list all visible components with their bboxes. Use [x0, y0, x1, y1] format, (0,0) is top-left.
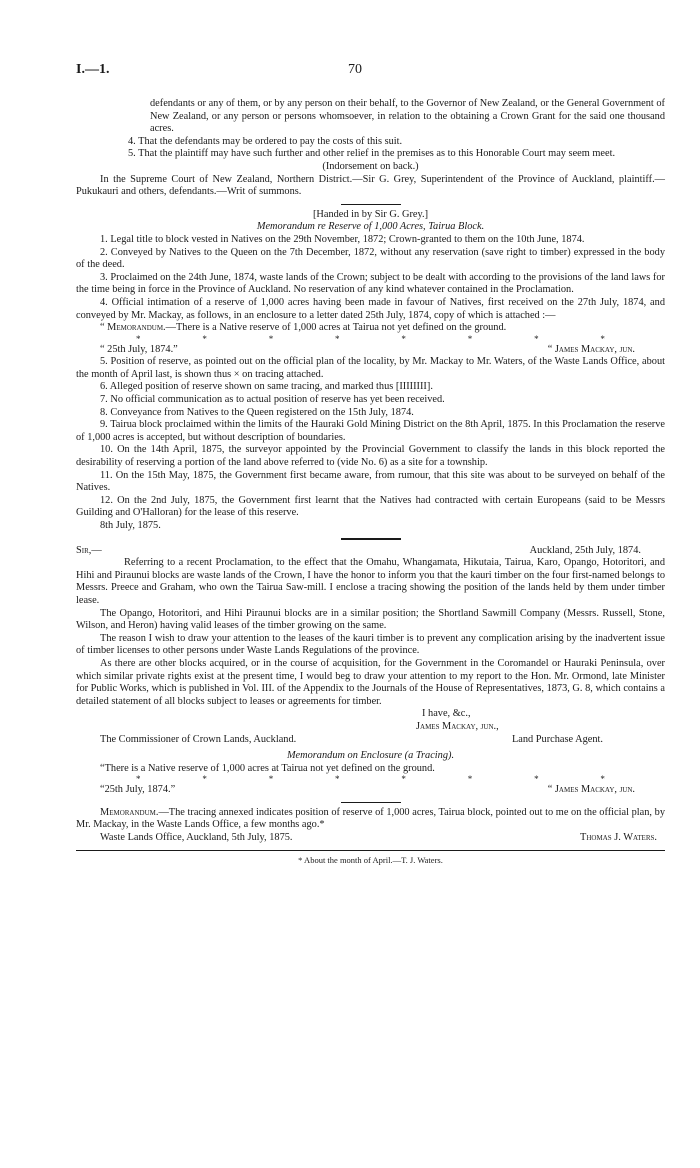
final-memo-label: Memorandum.: [100, 806, 159, 818]
memo-item-12: 12. On the 2nd July, 1875, the Government first learnt that the Natives had contracted with certain Europeans (said to be Messrs Guilding and O'Halloran) for the lease of this reserve.: [76, 494, 665, 519]
document-reference: I.—1.: [76, 62, 110, 77]
memo-item-1: 1. Legal title to block vested in Natives on the 29th November, 1872; Crown-granted to them on the 10th June, 1874.: [100, 233, 585, 245]
letter-closing: I have, &c.,: [422, 708, 471, 720]
memo-title: Memorandum re Reserve of 1,000 Acres, Tairua Block.: [256, 221, 485, 233]
letter-para-4: As there are other blocks acquired, or in the course of acquisition, for the Government in the Coromandel or Hauraki Peninsula, over which similar private rights exist at the present time, I would beg to draw your attention to my report to the Hon. Mr. Ormond, late Minister for Public Works, which is published in Vol. III. of the Appendix to the Journals of the House of Representatives, 1873, G. 8, which contains a detailed statement of all blocks subject to leases or agreements for timber.: [76, 657, 665, 707]
handed-in-note: [Handed in by Sir G. Grey.]: [312, 208, 429, 220]
footnote: * About the month of April.—T. J. Waters.: [298, 854, 443, 865]
section-divider: [341, 802, 401, 803]
letter-salutation: Sir,—: [76, 544, 102, 556]
memo-item-7: 7. No official communication as to actual position of reserve has yet been received.: [100, 394, 445, 406]
memo-quote-footer: [76, 344, 665, 357]
memo-quote-date: “ 25th July, 1874.”: [100, 343, 178, 355]
final-memo-signer: Thomas J. Waters.: [580, 832, 657, 844]
letter-para-3: The reason I wish to draw your attention to the leases of the kauri timber is to prevent any complication arising by the inadvertent issue of timber licenses to other persons under Waste Lands Regulations of the province.: [76, 632, 665, 657]
memo-quote-label: “ Memorandum.: [100, 322, 166, 334]
final-memo-office: Waste Lands Office, Auckland, 5th July, 1875.: [100, 832, 293, 844]
final-memo-footer: [76, 832, 665, 845]
letter-footer: [76, 734, 665, 747]
ellipsis-stars: * * * * * * * *: [136, 333, 605, 344]
letter-para-2: The Opango, Hotoritori, and Hihi Piraunui blocks are in a similar position; the Shortland Sawmill Company (Messrs. Russell, Stone, Wilson, and Heron) having valid leases of the timber growing on the same.: [76, 607, 665, 632]
enclosure-footer: [76, 784, 665, 797]
indorsement-heading: (Indorsement on back.): [322, 160, 419, 172]
enclosure-signature: “ James Mackay, jun.: [547, 784, 635, 796]
memo-quote: [76, 322, 665, 335]
memo-item-10: 10. On the 14th April, 1875, the surveyor appointed by the Provincial Government to classify the lands in this block reported the desirability of reserving a portion of the land above referred to (vide No. 6) as a site for a township.: [76, 444, 665, 469]
memo-date: 8th July, 1875.: [100, 520, 161, 531]
memo-item-9: 9. Tairua block proclaimed within the limits of the Hauraki Gold Mining District on the 8th April, 1875. In this Proclamation the reserve of 1,000 acres is accepted, but without description of boundaries.: [76, 419, 665, 443]
claim-item-5: 5. That the plaintiff may have such further and other relief in the premises as to this Honorable Court may seem meet.: [128, 148, 616, 160]
letter-place-date: Auckland, 25th July, 1874.: [529, 544, 641, 556]
letter-signer-title: Land Purchase Agent.: [511, 733, 603, 745]
memo-item-11: 11. On the 15th May, 1875, the Government first became aware, from rumour, that this site was about to be surveyed on behalf of the Natives.: [76, 469, 665, 494]
letter-para-1: Referring to a recent Proclamation, to the effect that the Omahu, Whangamata, Hikutaia, Tairua, Karo, Opango, Hotoritori, and Hihi and Piraunui blocks are waste lands of the Crown, I have the honor to inform you that the kauri timber on the four first-named belongs to Messrs. Preece and Graham, who own the Tairua Saw-mill. I enclose a tracing showing the position of the lands held by them under timber lease.: [76, 557, 665, 606]
court-caption: In the Supreme Court of New Zealand, Northern District.—Sir G. Grey, Superintendent of the Province of Auckland, plaintiff.—Pukukauri and others, defendants.—Writ of summons.: [76, 173, 665, 198]
claim-continuation: defendants or any of them, or by any person on their behalf, to the Governor of New Zealand, or the General Government of New Zealand, or any person or persons whomsoever, in relation to the obtaining a Crown Grant for the said one thousand acres.: [150, 98, 666, 135]
letter-heading: [76, 545, 665, 558]
claim-item-4: 4. That the defendants may be ordered to pay the costs of this suit.: [128, 135, 403, 147]
ellipsis-stars: * * * * * * * *: [136, 774, 605, 785]
footnote-divider: [76, 850, 665, 851]
letter-signer: James Mackay, jun.,: [416, 720, 499, 732]
enclosure-text: “There is a Native reserve of 1,000 acres at Tairua not yet defined on the ground.: [100, 762, 435, 774]
memo-item-8: 8. Conveyance from Natives to the Queen registered on the 15th July, 1874.: [100, 406, 414, 418]
memo-quote-signature: “ James Mackay, jun.: [547, 343, 635, 355]
enclosure-title: Memorandum on Enclosure (a Tracing).: [286, 750, 455, 762]
section-divider: [341, 204, 401, 205]
final-memo: [76, 807, 665, 832]
memo-item-5: 5. Position of reserve, as pointed out on the official plan of the locality, by Mr. Mackay to Mr. Waters, of the Waste Lands Office, about the month of April last, is shown thus × on tracing attached.: [76, 356, 665, 380]
page-header: [76, 62, 665, 82]
enclosure-date: “25th July, 1874.”: [100, 784, 176, 796]
memo-item-3: 3. Proclaimed on the 24th June, 1874, waste lands of the Crown; subject to be dealt with according to the provisions of the land laws for the time being in force in the Province of Auckland. No reservation of any kind whatever contained in the Proclamation.: [76, 271, 665, 296]
memo-item-4: 4. Official intimation of a reserve of 1,000 acres having been made in favour of Natives, first received on the 27th July, 1874, and conveyed by Mr. Mackay, as follows, in an enclosure to a letter dated 25th July, 1874, copy of which is attached :—: [76, 296, 665, 321]
memo-item-2: 2. Conveyed by Natives to the Queen on the 7th December, 1872, without any reservation (save right to timber) expressed in the body of the deed.: [76, 246, 665, 271]
page-number: 70: [348, 62, 362, 77]
letter-addressee: The Commissioner of Crown Lands, Auckland.: [100, 733, 297, 745]
section-divider: [341, 538, 401, 540]
memo-item-6: 6. Alleged position of reserve shown on same tracing, and marked thus [IIIIIIII].: [100, 381, 433, 393]
memo-quote-text: —There is a Native reserve of 1,000 acres at Tairua not yet defined on the ground.: [165, 322, 507, 334]
final-memo-text: —The tracing annexed indicates position of reserve of 1,000 acres, Tairua block, pointed out to me on the official plan, by Mr. Mackay, in the Waste Lands Office, a few months ago.*: [76, 806, 665, 831]
